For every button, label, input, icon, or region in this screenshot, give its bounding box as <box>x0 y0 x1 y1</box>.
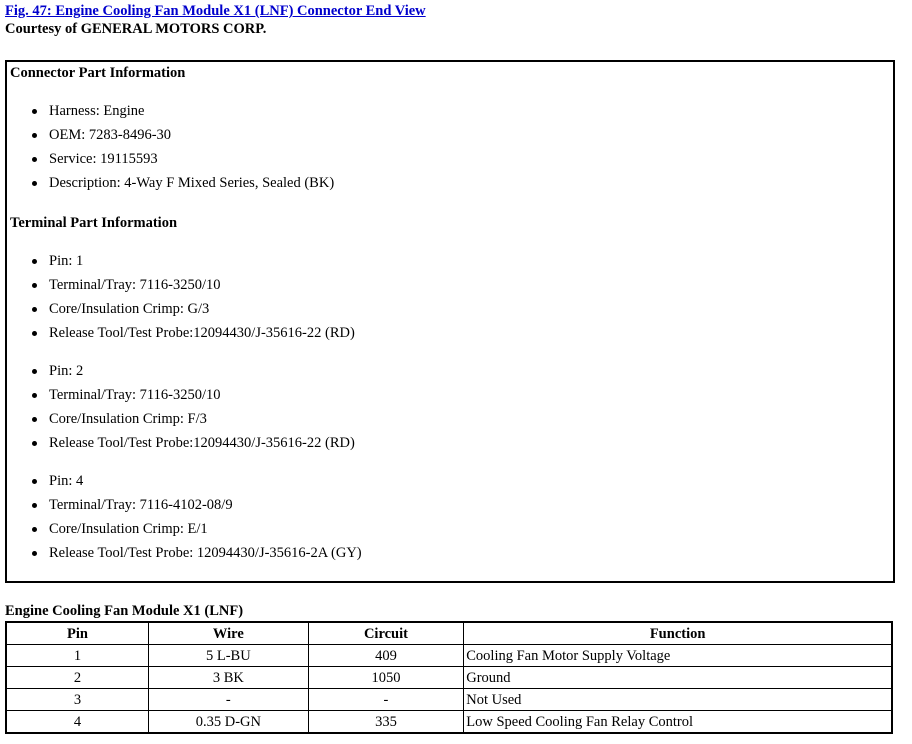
pin-table-title: Engine Cooling Fan Module X1 (LNF) <box>5 603 244 619</box>
bullet-icon <box>32 259 37 264</box>
part-info-box <box>5 60 895 583</box>
table-row <box>6 711 892 734</box>
column-header-wire: Wire <box>149 622 309 645</box>
terminal-info-heading: Terminal Part Information <box>10 215 178 231</box>
bullet-icon <box>32 417 37 422</box>
bullet-icon <box>32 133 37 138</box>
bullet-icon <box>32 441 37 446</box>
bullet-icon <box>32 503 37 508</box>
bullet-icon <box>32 369 37 374</box>
terminal-info-text: Release Tool/Test Probe:12094430/J-35616-22 (RD) <box>49 325 355 341</box>
bullet-icon <box>32 307 37 312</box>
cell-function: Low Speed Cooling Fan Relay Control <box>464 711 892 734</box>
bullet-icon <box>32 393 37 398</box>
bullet-icon <box>32 551 37 556</box>
cell-wire: 5 L-BU <box>149 645 309 667</box>
bullet-icon <box>32 181 37 186</box>
cell-function: Cooling Fan Motor Supply Voltage <box>464 645 892 667</box>
courtesy-line: Courtesy of GENERAL MOTORS CORP. <box>5 21 267 37</box>
cell-pin: 4 <box>6 711 149 734</box>
bullet-icon <box>32 157 37 162</box>
table-row <box>6 645 892 667</box>
cell-pin: 2 <box>6 667 149 689</box>
terminal-info-text: Pin: 2 <box>49 363 84 379</box>
bullet-icon <box>32 109 37 114</box>
column-header-pin: Pin <box>6 622 149 645</box>
terminal-info-text: Pin: 4 <box>49 473 84 489</box>
connector-info-text: Harness: Engine <box>49 103 145 119</box>
terminal-info-text: Terminal/Tray: 7116-4102-08/9 <box>49 497 233 513</box>
table-header-row <box>6 622 892 645</box>
connector-info-text: Service: 19115593 <box>49 151 158 167</box>
cell-circuit: 1050 <box>308 667 464 689</box>
table-row <box>6 689 892 711</box>
cell-wire: - <box>149 689 309 711</box>
cell-pin: 3 <box>6 689 149 711</box>
cell-pin: 1 <box>6 645 149 667</box>
column-header-function: Function <box>464 622 892 645</box>
bullet-icon <box>32 527 37 532</box>
table-row <box>6 667 892 689</box>
connector-info-text: Description: 4-Way F Mixed Series, Sealed (BK) <box>49 175 335 191</box>
terminal-info-text: Release Tool/Test Probe:12094430/J-35616-22 (RD) <box>49 435 355 451</box>
figure-title-link[interactable]: Fig. 47: Engine Cooling Fan Module X1 (LNF) Connector End View <box>5 3 426 19</box>
terminal-info-text: Core/Insulation Crimp: G/3 <box>49 301 210 317</box>
terminal-info-text: Terminal/Tray: 7116-3250/10 <box>49 387 221 403</box>
terminal-info-text: Pin: 1 <box>49 253 84 269</box>
terminal-info-text: Terminal/Tray: 7116-3250/10 <box>49 277 221 293</box>
pin-table <box>5 621 893 734</box>
bullet-icon <box>32 479 37 484</box>
cell-circuit: 335 <box>308 711 464 734</box>
cell-circuit: - <box>308 689 464 711</box>
cell-wire: 3 BK <box>149 667 309 689</box>
bullet-icon <box>32 331 37 336</box>
cell-function: Not Used <box>464 689 892 711</box>
column-header-circuit: Circuit <box>308 622 464 645</box>
connector-info-text: OEM: 7283-8496-30 <box>49 127 172 143</box>
cell-function: Ground <box>464 667 892 689</box>
bullet-icon <box>32 283 37 288</box>
cell-circuit: 409 <box>308 645 464 667</box>
terminal-info-text: Release Tool/Test Probe: 12094430/J-35616-2A (GY) <box>49 545 362 561</box>
terminal-info-text: Core/Insulation Crimp: F/3 <box>49 411 207 427</box>
connector-info-heading: Connector Part Information <box>10 65 186 81</box>
terminal-info-text: Core/Insulation Crimp: E/1 <box>49 521 208 537</box>
cell-wire: 0.35 D-GN <box>149 711 309 734</box>
